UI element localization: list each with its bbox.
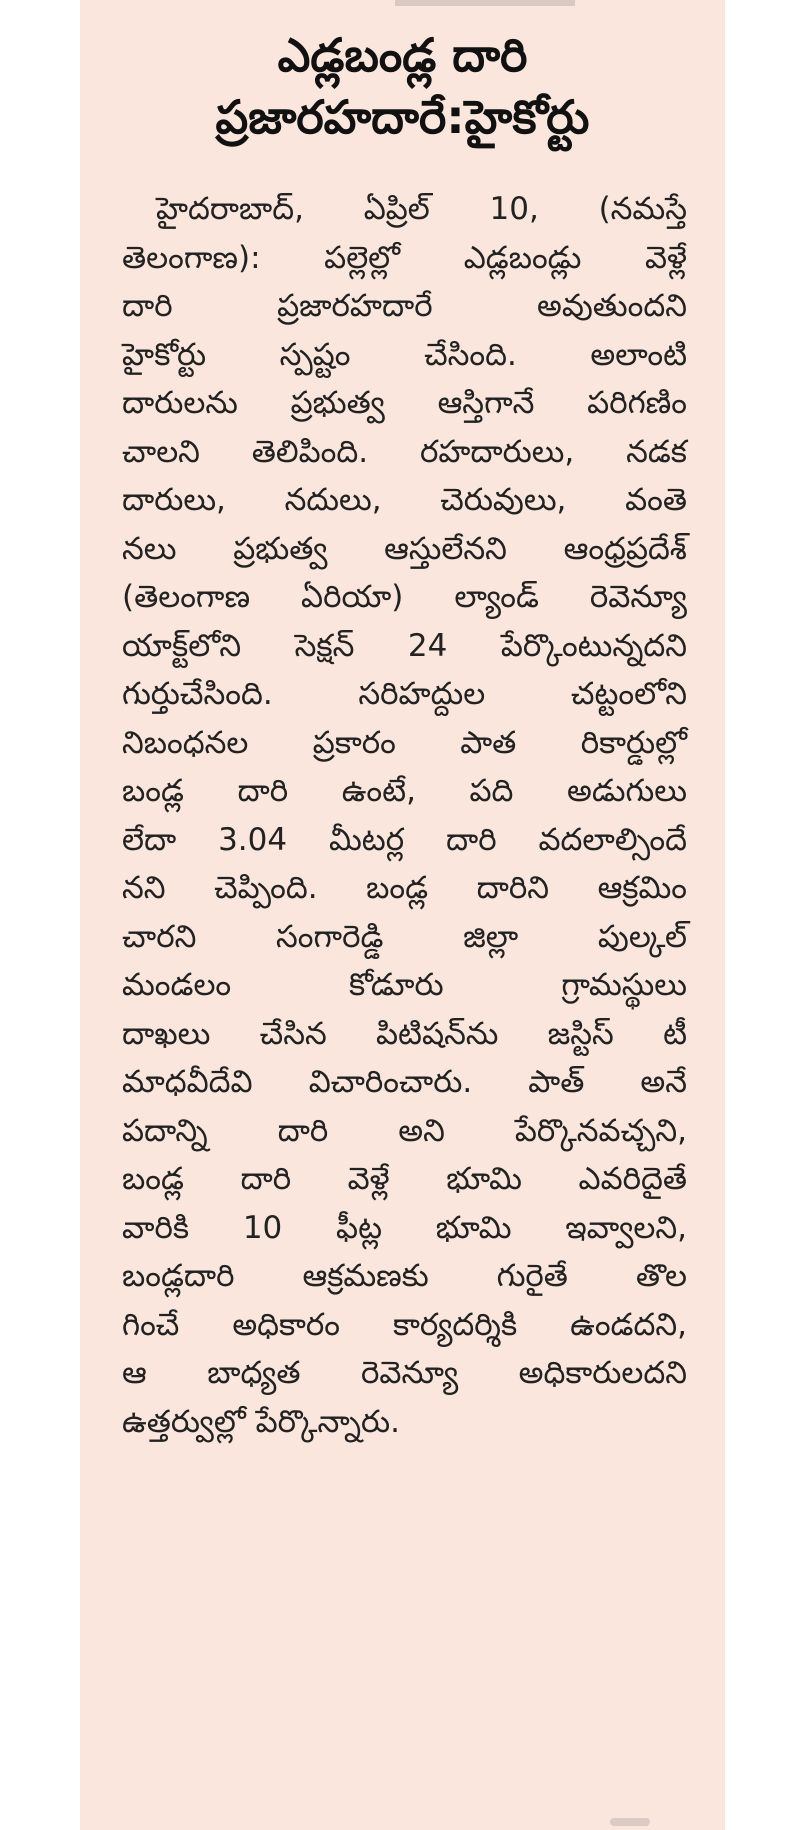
article-line: యాక్ట్‌లోని సెక్షన్ 24 పేర్కొంటున్నదని bbox=[122, 627, 687, 664]
cut-off-text-remnant bbox=[395, 0, 575, 6]
article-line: బండ్ల దారి ఉంటే, పది అడుగులు bbox=[122, 773, 687, 809]
article-line: గించే అధికారం కార్యదర్శికి ఉండదని, bbox=[122, 1306, 687, 1343]
article-line: గుర్తుచేసింది. సరిహద్దుల చట్టంలోని bbox=[122, 676, 687, 712]
headline-line: ప్రజారహదారే:హైకోర్టు bbox=[215, 90, 590, 144]
article-line: దారి ప్రజారహదారే అవుతుందని bbox=[122, 288, 687, 324]
article-line: వారికి 10 ఫీట్ల భూమి ఇవ్వాలని, bbox=[122, 1209, 687, 1246]
article-line: నలు ప్రభుత్వ ఆస్తులేనని ఆంధ్రప్రదేశ్ bbox=[122, 530, 687, 567]
article-line: చారని సంగారెడ్డి జిల్లా పుల్కల్ bbox=[122, 918, 687, 955]
article-line: దాఖలు చేసిన పిటిషన్‌ను జస్టిస్ టీ bbox=[122, 1015, 687, 1052]
article-line: (తెలంగాణ ఏరియా) ల్యాండ్ రెవెన్యూ bbox=[122, 579, 687, 615]
article-line: పదాన్ని దారి అని పేర్కొనవచ్చని, bbox=[122, 1112, 687, 1149]
article-line: దారులను ప్రభుత్వ ఆస్తిగానే పరిగణిం bbox=[122, 385, 687, 421]
article-line: లేదా 3.04 మీటర్ల దారి వదలాల్సిందే bbox=[122, 821, 687, 858]
article-line: మండలం కోడూరు గ్రామస్థులు bbox=[122, 967, 687, 1003]
cut-off-text-remnant bbox=[610, 1818, 650, 1826]
article-line: హైదరాబాద్, ఏప్రిల్ 10, (నమస్తే bbox=[156, 191, 687, 227]
article-line: హైకోర్టు స్పష్టం చేసింది. అలాంటి bbox=[122, 336, 687, 373]
article-line: తెలంగాణ): పల్లెల్లో ఎడ్లబండ్లు వెళ్లే bbox=[122, 239, 687, 276]
article-line: దారులు, నదులు, చెరువులు, వంతె bbox=[122, 482, 687, 518]
article-line: ఉత్తర్వుల్లో పేర్కొన్నారు. bbox=[122, 1403, 400, 1440]
article-line: బండ్ల దారి వెళ్లే భూమి ఎవరిదైతే bbox=[122, 1161, 687, 1197]
article-line: చాలని తెలిపింది. రహదారులు, నడక bbox=[122, 433, 687, 470]
article-body bbox=[122, 185, 687, 1446]
article-line: ఆ బాధ్యత రెవెన్యూ అధికారులదని bbox=[122, 1355, 687, 1391]
article-line: మాధవీదేవి విచారించారు. పాత్ అనే bbox=[122, 1064, 687, 1100]
article-line: నని చెప్పింది. బండ్ల దారిని ఆక్రమిం bbox=[122, 870, 687, 906]
article-line: బండ్లదారి ఆక్రమణకు గురైతే తొల bbox=[122, 1258, 687, 1294]
headline bbox=[80, 24, 725, 148]
headline-line: ఎడ్లబండ్ల దారి bbox=[277, 28, 528, 82]
article-line: నిబంధనల ప్రకారం పాత రికార్డుల్లో bbox=[122, 724, 687, 761]
